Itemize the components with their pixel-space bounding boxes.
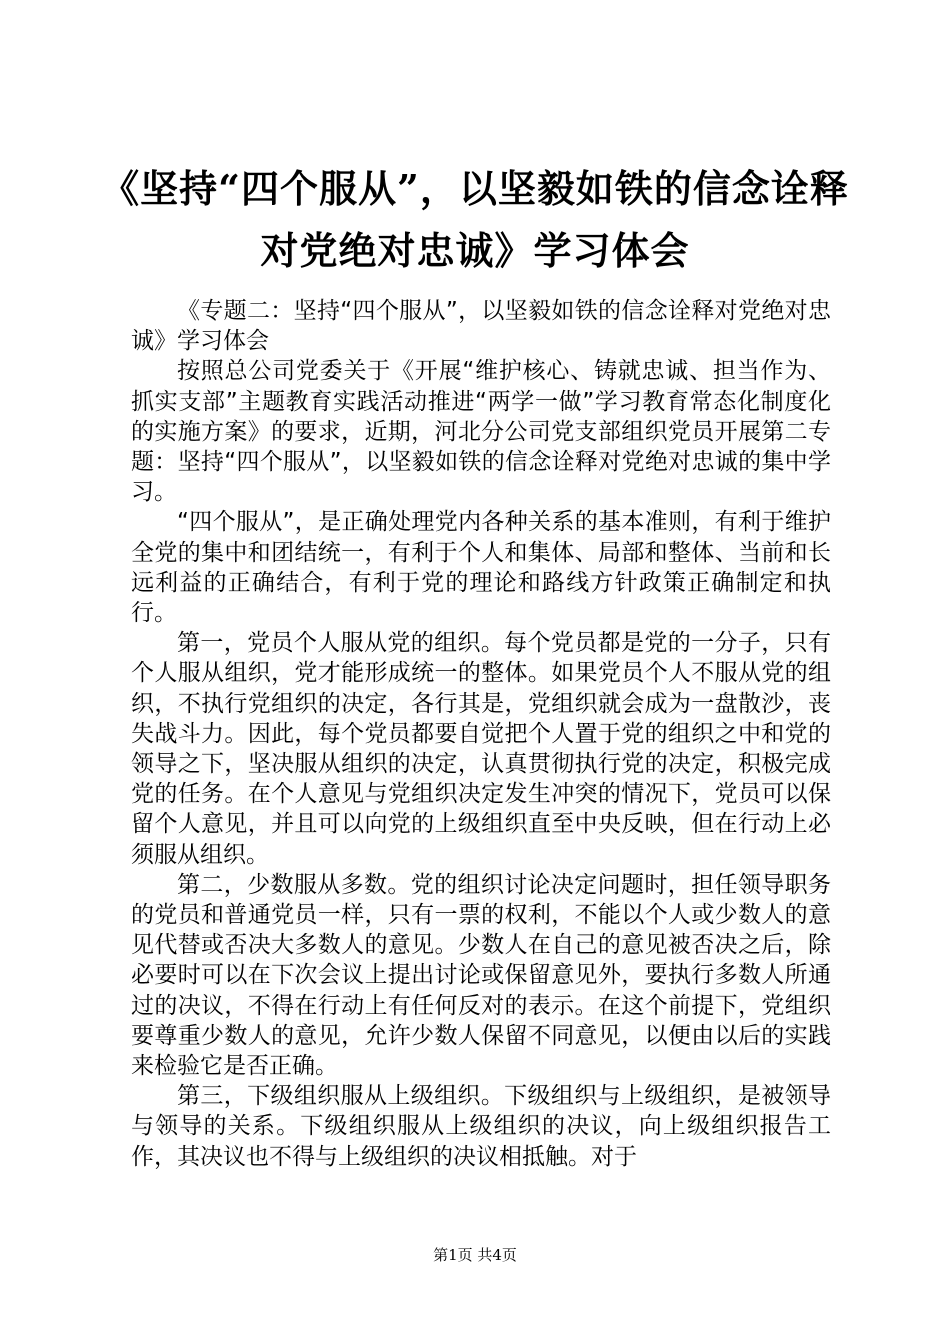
paragraph-first: 第一，党员个人服从党的组织。每个党员都是党的一分子，只有个人服从组织，党才能形成统一的整体。如果党员个人不服从党的组织，不执行党组织的决定，各行其是，党组织就会成为一盘散沙，丧失战斗力。因此，每个党员都要自觉把个人置于党的组织之中和党的领导之下，坚决服从组织的决定，认真贯彻执行党的决定，积极完成党的任务。在个人意见与党组织决定发生冲突的情况下，党员可以保留个人意见，并且可以向党的上级组织直至中央反映，但在行动上必须服从组织。: [131, 630, 831, 868]
page-footer: 第1页 共4页: [433, 1246, 517, 1264]
paragraph-four-obediences: “四个服从”，是正确处理党内各种关系的基本准则，有利于维护全党的集中和团结统一，有利于个人和集体、局部和整体、当前和长远利益的正确结合，有利于党的理论和路线方针政策正确制定和执行。: [131, 509, 831, 627]
paragraph-subtitle: 《专题二：坚持“四个服从”，以坚毅如铁的信念诠释对党绝对忠诚》学习体会: [131, 298, 831, 355]
document-title: 《坚持“四个服从”，以坚毅如铁的信念诠释对党绝对忠诚》学习体会: [101, 166, 849, 273]
paragraph-second: 第二，少数服从多数。党的组织讨论决定问题时，担任领导职务的党员和普通党员一样，只有一票的权利，不能以个人或少数人的意见代替或否决大多数人的意见。少数人在自己的意见被否决之后，除必要时可以在下次会议上提出讨论或保留意见外，要执行多数人所通过的决议，不得在行动上有任何反对的表示。在这个前提下，党组织要尊重少数人的意见，允许少数人保留不同意见，以便由以后的实践来检验它是否正确。: [131, 871, 831, 1080]
paragraph-third: 第三，下级组织服从上级组织。下级组织与上级组织，是被领导与领导的关系。下级组织服从上级组织的决议，向上级组织报告工作，其决议也不得与上级组织的决议相抵触。对于: [131, 1083, 831, 1170]
paragraph-intro: 按照总公司党委关于《开展“维护核心、铸就忠诚、担当作为、抓实支部”主题教育实践活动推进“两学一做”学习教育常态化制度化的实施方案》的要求，近期，河北分公司党支部组织党员开展第二专题：坚持“四个服从”，以坚毅如铁的信念诠释对党绝对忠诚的集中学习。: [131, 358, 831, 506]
document-body: [131, 296, 831, 1172]
